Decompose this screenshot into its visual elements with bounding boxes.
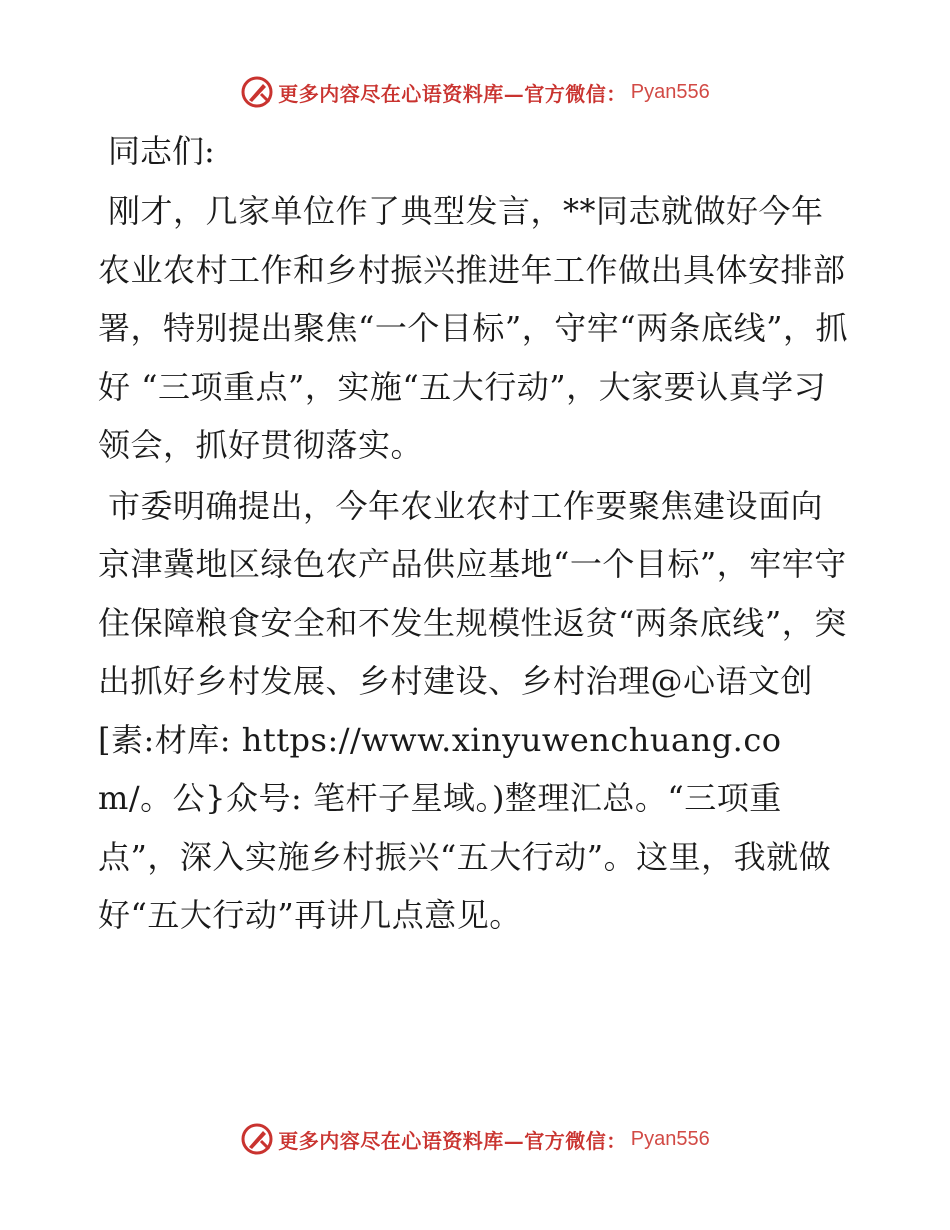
banner-text: 更多内容尽在心语资料库—官方微信： bbox=[278, 1128, 627, 1153]
quill-seal-icon bbox=[240, 75, 274, 109]
quill-seal-icon bbox=[240, 1122, 274, 1156]
document-body bbox=[98, 122, 850, 947]
greeting: 同志们: bbox=[108, 132, 215, 170]
header-banner bbox=[0, 72, 950, 112]
wechat-id: Pyan556 bbox=[630, 1127, 710, 1150]
banner-text: 更多内容尽在心语资料库—官方微信： bbox=[278, 81, 627, 106]
paragraph-1: 刚才，几家单位作了典型发言，**同志就做好今年农业农村工作和乡村振兴推进年工作做出具体安排部署，特别提出聚焦“一个目标”，守牢“两条底线”，抓好 “三项重点”，实施“五大行动”，大家要认真学习领会，抓好贯彻落实。 bbox=[98, 192, 848, 464]
paragraph-2: 市委明确提出，今年农业农村工作要聚焦建设面向京津冀地区绿色农产品供应基地“一个目标”，牢牢守住保障粮食安全和不发生规模性返贫“两条底线”，突出抓好乡村发展、乡村建设、乡村治理@心语文创[素:材库: https://www.xinyuwenchuang.com/。公}众号: 笔杆子星域。)整理汇总。“三项重点”，深入实施乡村振兴“五大行动”。这里，我就做好“五大行动”再讲几点意见。 bbox=[98, 486, 847, 934]
wechat-id: Pyan556 bbox=[630, 80, 710, 103]
footer-banner bbox=[0, 1119, 950, 1159]
